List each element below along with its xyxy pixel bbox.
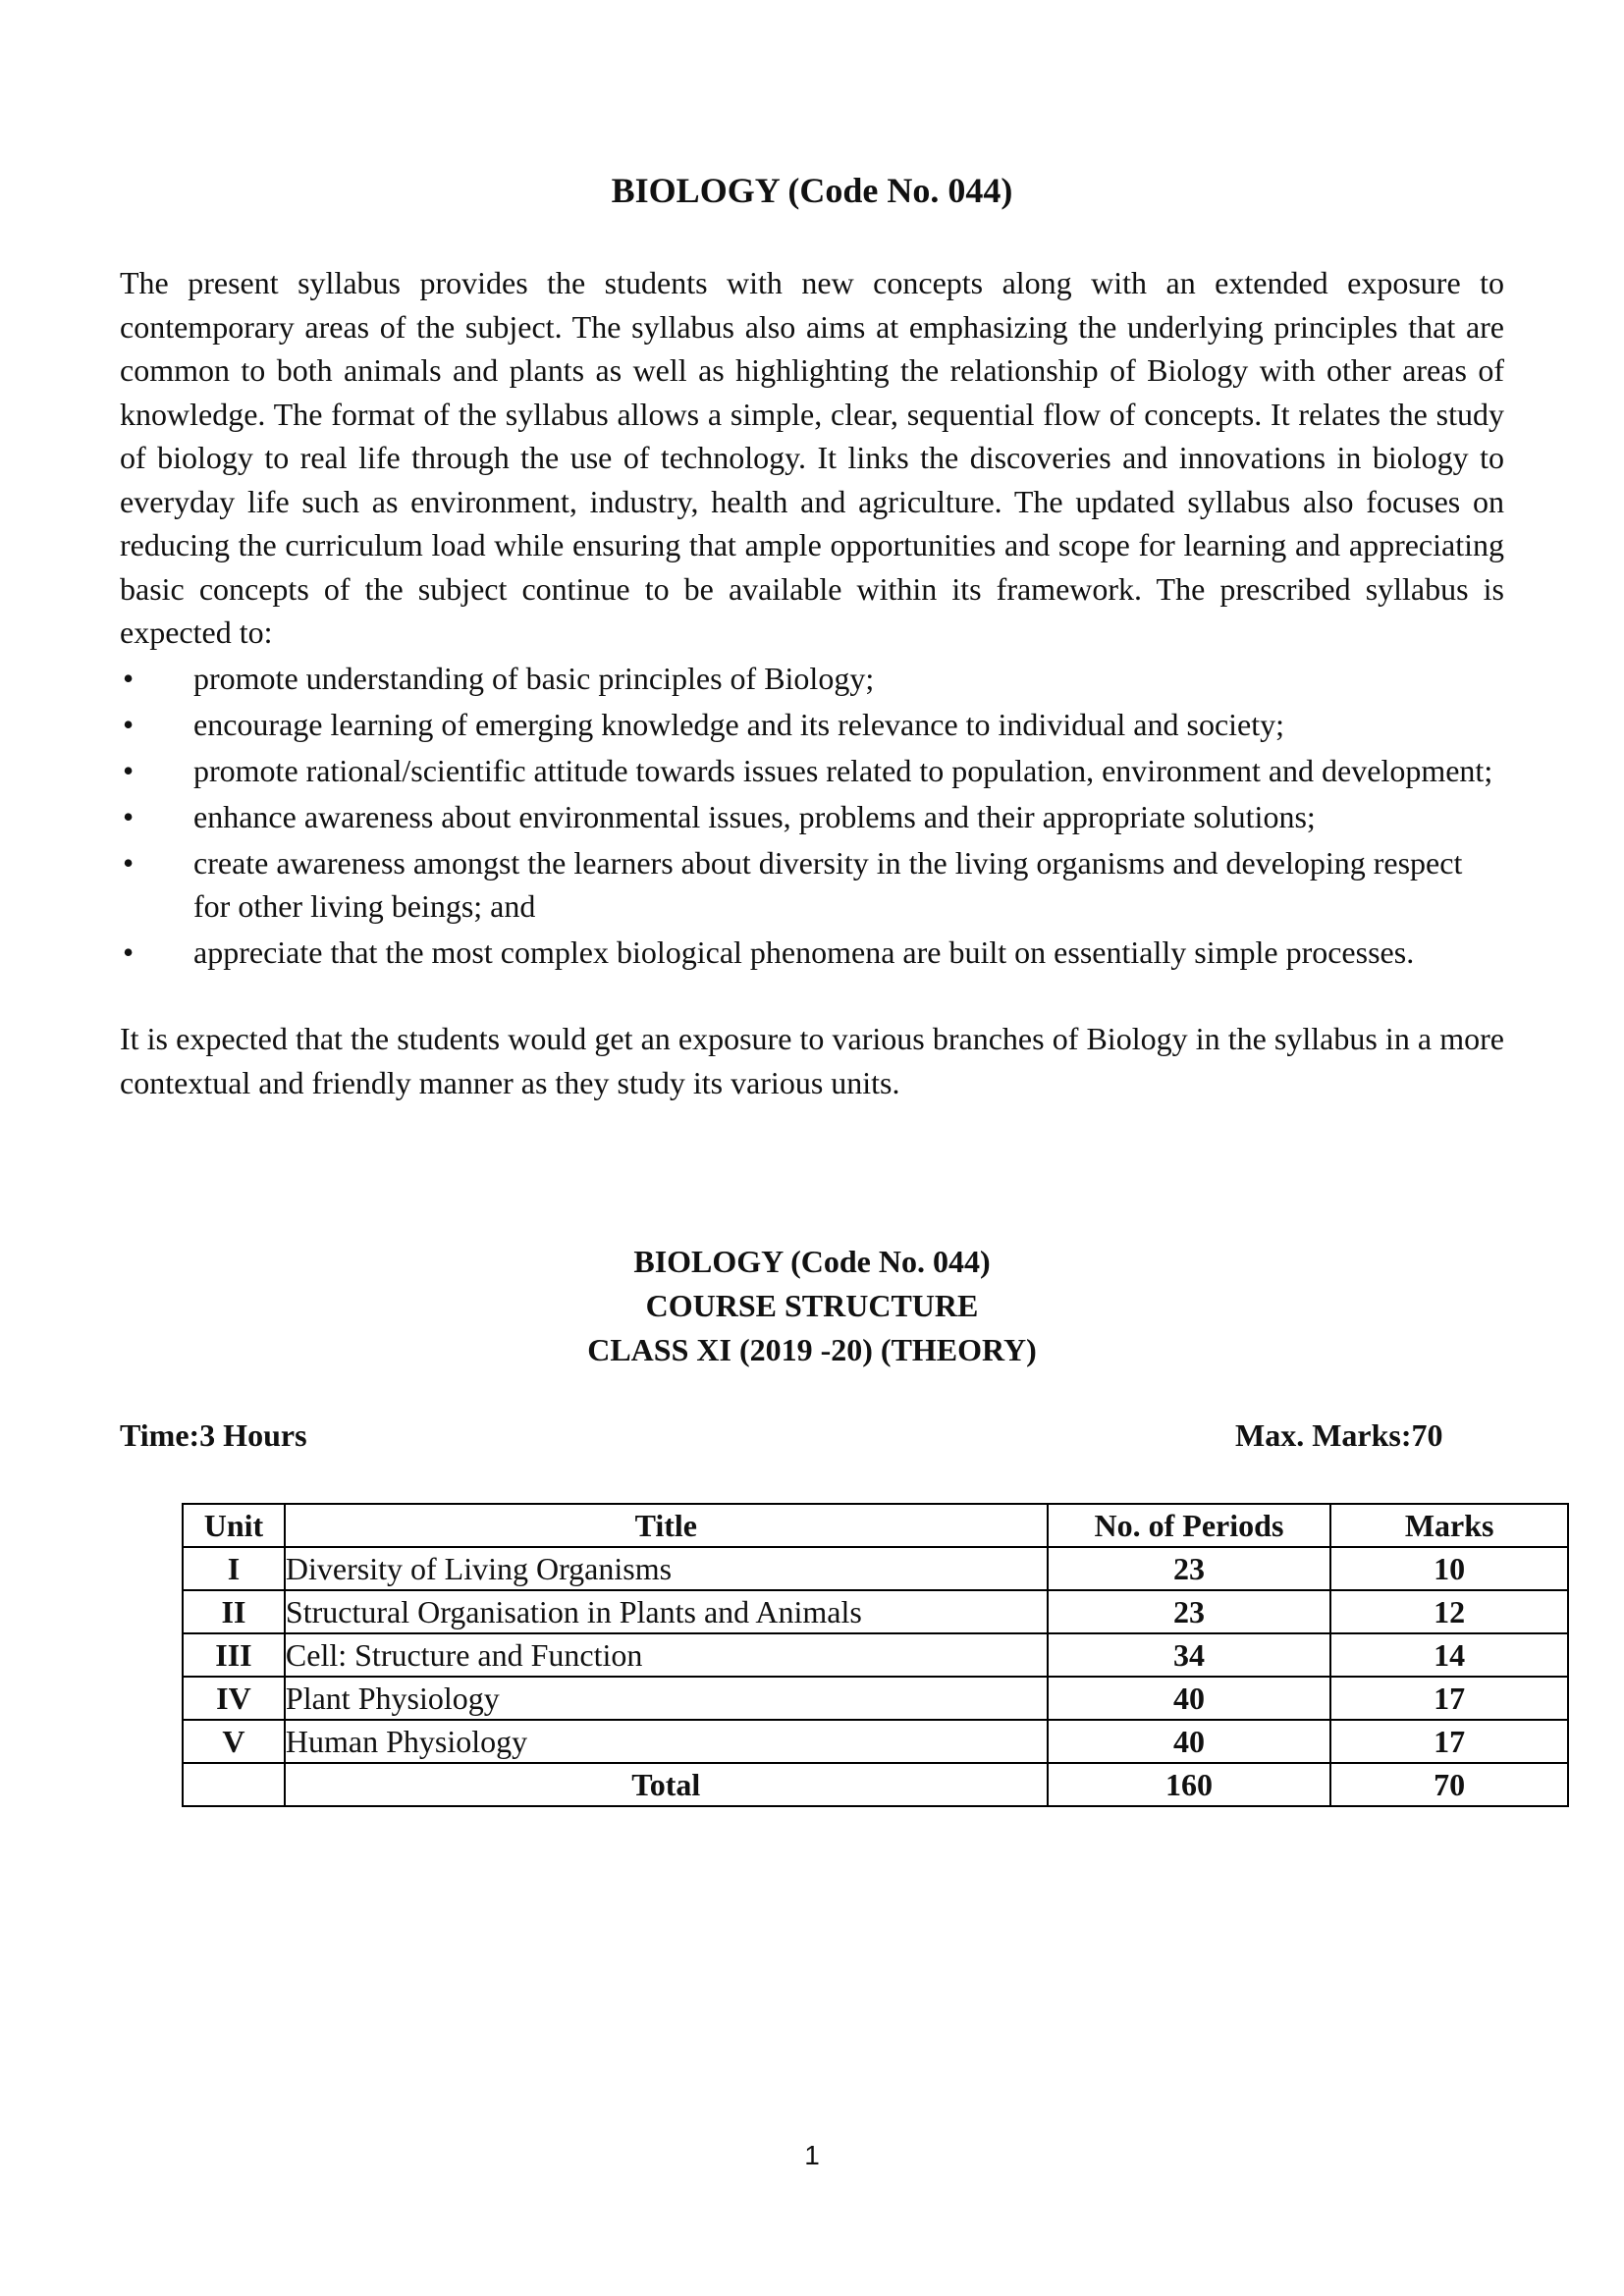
objectives-list [120,657,1504,977]
column-header-unit: Unit [183,1504,285,1547]
course-heading-line: COURSE STRUCTURE [645,1288,979,1323]
list-item [120,703,1504,746]
list-item [120,657,1504,700]
title-cell: Cell: Structure and Function [285,1633,1048,1677]
periods-cell: 34 [1048,1633,1331,1677]
bullet-icon: • [123,934,135,970]
conclusion-paragraph: It is expected that the students would get an exposure to various branches of Biology in the syllabus in a more contextual and friendly manner as they study its various units. [120,1021,1504,1100]
marks-cell: 17 [1330,1720,1568,1763]
total-marks-cell: 70 [1330,1763,1568,1806]
table-row [183,1590,1568,1633]
list-item-text: encourage learning of emerging knowledge and its relevance to individual and society; [193,707,1285,742]
unit-cell: V [183,1720,285,1763]
course-heading-line: BIOLOGY (Code No. 044) [633,1244,991,1279]
list-item [120,749,1504,792]
table-header-row [183,1504,1568,1547]
column-header-marks: Marks [1330,1504,1568,1547]
title-cell: Human Physiology [285,1720,1048,1763]
bullet-icon: • [123,707,135,742]
periods-cell: 40 [1048,1677,1331,1720]
list-item-text: promote understanding of basic principles of Biology; [193,661,875,696]
total-periods-cell: 160 [1048,1763,1331,1806]
bullet-icon: • [123,753,135,788]
list-item-text: appreciate that the most complex biological phenomena are built on essentially simple processes. [193,934,1415,970]
list-item [120,841,1504,928]
list-item [120,931,1504,974]
unit-cell: III [183,1633,285,1677]
title-cell: Structural Organisation in Plants and Animals [285,1590,1048,1633]
list-item-text: enhance awareness about environmental issues, problems and their appropriate solutions; [193,799,1316,834]
list-item-text: promote rational/scientific attitude towards issues related to population, environment and development; [193,753,1493,788]
bullet-icon: • [123,799,135,834]
title-cell: Diversity of Living Organisms [285,1547,1048,1590]
bullet-icon: • [123,845,135,881]
column-header-periods: No. of Periods [1048,1504,1331,1547]
marks-cell: 12 [1330,1590,1568,1633]
page-number: 1 [804,2140,820,2170]
intro-paragraph: The present syllabus provides the students with new concepts along with an extended exposure to contemporary areas of the subject. The syllabus also aims at emphasizing the underlying principles that are common to both animals and plants as well as highlighting the relationship of Biology with other areas of knowledge. The format of the syllabus allows a simple, clear, sequential flow of concepts. It relates the study of biology to real life through the use of technology. It links the discoveries and innovations in biology to everyday life such as environment, industry, health and agriculture. The updated syllabus also focuses on reducing the curriculum load while ensuring that ample opportunities and scope for learning and appreciating basic concepts of the subject continue to be available within its framework. The prescribed syllabus is expected to: [120,265,1504,650]
table-row [183,1633,1568,1677]
course-structure-heading [0,1240,1624,1372]
table-total-row [183,1763,1568,1806]
unit-cell: II [183,1590,285,1633]
table-row [183,1547,1568,1590]
unit-cell: I [183,1547,285,1590]
total-label-cell: Total [285,1763,1048,1806]
page-title: BIOLOGY (Code No. 044) [611,171,1013,210]
marks-cell: 17 [1330,1677,1568,1720]
title-cell: Plant Physiology [285,1677,1048,1720]
periods-cell: 40 [1048,1720,1331,1763]
column-header-title: Title [285,1504,1048,1547]
bullet-icon: • [123,661,135,696]
time-label: Time:3 Hours [120,1417,307,1453]
unit-cell: IV [183,1677,285,1720]
course-heading-line: CLASS XI (2019 -20) (THEORY) [587,1332,1037,1367]
list-item [120,795,1504,838]
max-marks-label: Max. Marks:70 [1235,1417,1443,1453]
course-structure-table [182,1503,1569,1807]
marks-cell: 14 [1330,1633,1568,1677]
table-row [183,1677,1568,1720]
table-row [183,1720,1568,1763]
marks-cell: 10 [1330,1547,1568,1590]
periods-cell: 23 [1048,1590,1331,1633]
list-item-text: create awareness amongst the learners about diversity in the living organisms and developing respect for other living beings; and [193,845,1463,924]
empty-cell [183,1763,285,1806]
periods-cell: 23 [1048,1547,1331,1590]
